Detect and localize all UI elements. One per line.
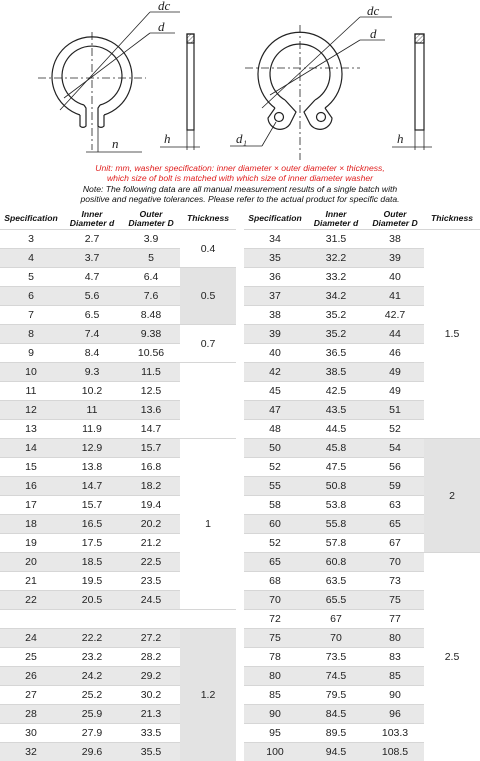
cell-outer-diameter: 39	[366, 249, 424, 268]
cell-specification: 70	[244, 591, 306, 610]
cell-thickness: 2	[424, 439, 480, 553]
cell-inner-diameter: 70	[306, 629, 366, 648]
cell-specification: 90	[244, 705, 306, 724]
cell-specification: 17	[0, 496, 62, 515]
cell-specification: 12	[0, 401, 62, 420]
cell-outer-diameter	[122, 610, 180, 629]
cell-outer-diameter: 96	[366, 705, 424, 724]
table-row	[0, 363, 236, 382]
cell-thickness	[180, 610, 236, 629]
cell-specification: 75	[244, 629, 306, 648]
cell-specification: 10	[0, 363, 62, 382]
cell-inner-diameter: 25.9	[62, 705, 122, 724]
cell-inner-diameter: 45.8	[306, 439, 366, 458]
cell-outer-diameter: 29.2	[122, 667, 180, 686]
cell-inner-diameter: 22.2	[62, 629, 122, 648]
cell-inner-diameter: 20.5	[62, 591, 122, 610]
cell-outer-diameter: 28.2	[122, 648, 180, 667]
cell-outer-diameter: 14.7	[122, 420, 180, 439]
cell-outer-diameter: 33.5	[122, 724, 180, 743]
cell-inner-diameter: 8.4	[62, 344, 122, 363]
label-h-right: h	[397, 131, 404, 146]
cell-inner-diameter: 19.5	[62, 572, 122, 591]
table-row	[0, 610, 236, 629]
cell-inner-diameter: 29.6	[62, 743, 122, 761]
cell-inner-diameter: 60.8	[306, 553, 366, 572]
cell-inner-diameter: 57.8	[306, 534, 366, 553]
cell-inner-diameter: 6.5	[62, 306, 122, 325]
cell-specification: 11	[0, 382, 62, 401]
header-outer-diameter: Outer Diameter D	[366, 208, 424, 230]
cell-outer-diameter: 51	[366, 401, 424, 420]
cell-outer-diameter: 65	[366, 515, 424, 534]
cell-specification: 7	[0, 306, 62, 325]
cell-specification: 3	[0, 230, 62, 249]
cell-inner-diameter: 9.3	[62, 363, 122, 382]
cell-specification: 35	[244, 249, 306, 268]
cell-thickness: 0.4	[180, 230, 236, 268]
cell-inner-diameter: 32.2	[306, 249, 366, 268]
cell-inner-diameter: 63.5	[306, 572, 366, 591]
cell-inner-diameter: 43.5	[306, 401, 366, 420]
cell-specification: 13	[0, 420, 62, 439]
cell-thickness: 1	[180, 439, 236, 610]
cell-inner-diameter: 10.2	[62, 382, 122, 401]
table-row	[0, 230, 236, 249]
cell-specification: 8	[0, 325, 62, 344]
cell-outer-diameter: 75	[366, 591, 424, 610]
cell-inner-diameter: 65.5	[306, 591, 366, 610]
cell-outer-diameter: 27.2	[122, 629, 180, 648]
cell-inner-diameter: 34.2	[306, 287, 366, 306]
unit-note-line1: Unit: mm, washer specification: inner diameter × outer diameter × thickness,	[0, 163, 480, 173]
cell-specification: 27	[0, 686, 62, 705]
cell-outer-diameter: 24.5	[122, 591, 180, 610]
cell-outer-diameter: 83	[366, 648, 424, 667]
table-row	[244, 553, 480, 572]
cell-outer-diameter: 22.5	[122, 553, 180, 572]
header-specification: Specification	[244, 208, 306, 230]
cell-specification: 20	[0, 553, 62, 572]
header-inner-diameter: Inner Diameter d	[306, 208, 366, 230]
cell-thickness: 1.5	[424, 230, 480, 439]
label-h-left: h	[164, 131, 171, 146]
cell-inner-diameter: 23.2	[62, 648, 122, 667]
cell-outer-diameter: 6.4	[122, 268, 180, 287]
cell-inner-diameter: 15.7	[62, 496, 122, 515]
cell-outer-diameter: 3.9	[122, 230, 180, 249]
cell-specification: 6	[0, 287, 62, 306]
cell-thickness: 1.2	[180, 629, 236, 761]
cell-outer-diameter: 15.7	[122, 439, 180, 458]
cell-outer-diameter: 38	[366, 230, 424, 249]
cell-inner-diameter: 47.5	[306, 458, 366, 477]
cell-outer-diameter: 56	[366, 458, 424, 477]
cell-specification: 68	[244, 572, 306, 591]
cell-inner-diameter: 42.5	[306, 382, 366, 401]
cell-specification	[0, 610, 62, 629]
cell-specification: 42	[244, 363, 306, 382]
cell-inner-diameter: 25.2	[62, 686, 122, 705]
cell-specification: 58	[244, 496, 306, 515]
cell-inner-diameter: 17.5	[62, 534, 122, 553]
cell-inner-diameter: 13.8	[62, 458, 122, 477]
cell-inner-diameter: 18.5	[62, 553, 122, 572]
cell-outer-diameter: 59	[366, 477, 424, 496]
cell-outer-diameter: 49	[366, 363, 424, 382]
cell-outer-diameter: 85	[366, 667, 424, 686]
cell-inner-diameter: 16.5	[62, 515, 122, 534]
cell-inner-diameter: 55.8	[306, 515, 366, 534]
cell-specification: 5	[0, 268, 62, 287]
cell-outer-diameter: 63	[366, 496, 424, 515]
table-row	[0, 629, 236, 648]
cell-inner-diameter: 2.7	[62, 230, 122, 249]
cell-thickness	[180, 363, 236, 439]
cell-specification: 16	[0, 477, 62, 496]
cell-outer-diameter: 70	[366, 553, 424, 572]
cell-inner-diameter: 79.5	[306, 686, 366, 705]
cell-outer-diameter: 108.5	[366, 743, 424, 761]
cell-specification: 34	[244, 230, 306, 249]
cell-outer-diameter: 16.8	[122, 458, 180, 477]
cell-specification: 85	[244, 686, 306, 705]
cell-specification: 19	[0, 534, 62, 553]
cell-specification: 28	[0, 705, 62, 724]
cell-specification: 39	[244, 325, 306, 344]
cell-specification: 21	[0, 572, 62, 591]
cell-outer-diameter: 54	[366, 439, 424, 458]
cell-outer-diameter: 52	[366, 420, 424, 439]
header-thickness: Thickness	[424, 208, 480, 230]
unit-note-line2: which size of bolt is matched with which size of inner diameter washer	[0, 173, 480, 183]
cell-outer-diameter: 21.2	[122, 534, 180, 553]
cell-specification: 80	[244, 667, 306, 686]
cell-specification: 4	[0, 249, 62, 268]
cell-specification: 9	[0, 344, 62, 363]
cell-specification: 78	[244, 648, 306, 667]
cell-outer-diameter: 7.6	[122, 287, 180, 306]
cell-specification: 50	[244, 439, 306, 458]
table-row	[244, 439, 480, 458]
cell-specification: 37	[244, 287, 306, 306]
tolerance-note-line1: Note: The following data are all manual measurement results of a single batch with	[0, 184, 480, 194]
table-header-row	[244, 208, 480, 230]
table-row	[244, 230, 480, 249]
cell-inner-diameter: 3.7	[62, 249, 122, 268]
spec-table-left	[0, 208, 236, 761]
cell-specification: 26	[0, 667, 62, 686]
cell-inner-diameter: 27.9	[62, 724, 122, 743]
cell-inner-diameter: 84.5	[306, 705, 366, 724]
cell-inner-diameter: 12.9	[62, 439, 122, 458]
cell-outer-diameter: 77	[366, 610, 424, 629]
cell-specification: 45	[244, 382, 306, 401]
cell-specification: 60	[244, 515, 306, 534]
cell-outer-diameter: 35.5	[122, 743, 180, 761]
cell-specification: 48	[244, 420, 306, 439]
cell-inner-diameter: 89.5	[306, 724, 366, 743]
table-row	[0, 325, 236, 344]
cell-inner-diameter: 53.8	[306, 496, 366, 515]
cell-outer-diameter: 67	[366, 534, 424, 553]
cell-inner-diameter: 35.2	[306, 325, 366, 344]
cell-inner-diameter: 67	[306, 610, 366, 629]
cell-outer-diameter: 46	[366, 344, 424, 363]
cell-specification: 36	[244, 268, 306, 287]
cell-specification: 52	[244, 534, 306, 553]
cell-specification: 32	[0, 743, 62, 761]
cell-inner-diameter: 11.9	[62, 420, 122, 439]
cell-outer-diameter: 20.2	[122, 515, 180, 534]
cell-specification: 72	[244, 610, 306, 629]
cell-outer-diameter: 49	[366, 382, 424, 401]
header-inner-diameter: Inner Diameter d	[62, 208, 122, 230]
cell-specification: 25	[0, 648, 62, 667]
cell-outer-diameter: 13.6	[122, 401, 180, 420]
header-outer-diameter: Outer Diameter D	[122, 208, 180, 230]
circlip-technical-drawing	[0, 0, 480, 160]
cell-specification: 95	[244, 724, 306, 743]
label-d-left: d	[158, 19, 165, 34]
cell-specification: 22	[0, 591, 62, 610]
cell-thickness: 0.7	[180, 325, 236, 363]
cell-outer-diameter: 90	[366, 686, 424, 705]
cell-inner-diameter: 50.8	[306, 477, 366, 496]
cell-inner-diameter: 73.5	[306, 648, 366, 667]
label-n-left: n	[112, 136, 119, 151]
cell-specification: 100	[244, 743, 306, 761]
cell-outer-diameter: 18.2	[122, 477, 180, 496]
cell-outer-diameter: 19.4	[122, 496, 180, 515]
cell-inner-diameter: 7.4	[62, 325, 122, 344]
label-d1-right: d₁	[236, 131, 247, 146]
cell-inner-diameter: 4.7	[62, 268, 122, 287]
table-row	[0, 439, 236, 458]
cell-outer-diameter: 80	[366, 629, 424, 648]
table-row	[0, 268, 236, 287]
cell-inner-diameter: 33.2	[306, 268, 366, 287]
cell-outer-diameter: 8.48	[122, 306, 180, 325]
cell-outer-diameter: 73	[366, 572, 424, 591]
tolerance-note-line2: positive and negative tolerances. Please refer to the actual product for specific data.	[0, 194, 480, 204]
cell-specification: 15	[0, 458, 62, 477]
cell-specification: 38	[244, 306, 306, 325]
spec-table-right	[244, 208, 480, 761]
cell-outer-diameter: 42.7	[366, 306, 424, 325]
cell-outer-diameter: 12.5	[122, 382, 180, 401]
cell-outer-diameter: 40	[366, 268, 424, 287]
cell-outer-diameter: 11.5	[122, 363, 180, 382]
table-header-row	[0, 208, 236, 230]
cell-specification: 47	[244, 401, 306, 420]
cell-specification: 24	[0, 629, 62, 648]
cell-specification: 65	[244, 553, 306, 572]
left-circlip-drawing	[38, 12, 200, 152]
cell-inner-diameter: 38.5	[306, 363, 366, 382]
cell-inner-diameter: 24.2	[62, 667, 122, 686]
cell-inner-diameter: 44.5	[306, 420, 366, 439]
cell-specification: 14	[0, 439, 62, 458]
cell-outer-diameter: 30.2	[122, 686, 180, 705]
header-specification: Specification	[0, 208, 62, 230]
cell-inner-diameter: 31.5	[306, 230, 366, 249]
cell-outer-diameter: 21.3	[122, 705, 180, 724]
cell-specification: 55	[244, 477, 306, 496]
cell-outer-diameter: 5	[122, 249, 180, 268]
specification-tables	[0, 208, 480, 741]
cell-inner-diameter: 11	[62, 401, 122, 420]
cell-thickness: 0.5	[180, 268, 236, 325]
cell-inner-diameter: 74.5	[306, 667, 366, 686]
cell-inner-diameter: 94.5	[306, 743, 366, 761]
cell-specification: 40	[244, 344, 306, 363]
cell-outer-diameter: 41	[366, 287, 424, 306]
cell-outer-diameter: 103.3	[366, 724, 424, 743]
cell-inner-diameter: 5.6	[62, 287, 122, 306]
cell-outer-diameter: 44	[366, 325, 424, 344]
label-dc-right: dc	[367, 3, 380, 18]
cell-outer-diameter: 9.38	[122, 325, 180, 344]
cell-inner-diameter	[62, 610, 122, 629]
cell-specification: 30	[0, 724, 62, 743]
cell-outer-diameter: 23.5	[122, 572, 180, 591]
label-d-right: d	[370, 26, 377, 41]
cell-specification: 52	[244, 458, 306, 477]
cell-inner-diameter: 36.5	[306, 344, 366, 363]
cell-specification: 18	[0, 515, 62, 534]
cell-thickness: 2.5	[424, 553, 480, 761]
cell-outer-diameter: 10.56	[122, 344, 180, 363]
header-thickness: Thickness	[180, 208, 236, 230]
cell-inner-diameter: 14.7	[62, 477, 122, 496]
label-dc-left: dc	[158, 0, 171, 13]
cell-inner-diameter: 35.2	[306, 306, 366, 325]
